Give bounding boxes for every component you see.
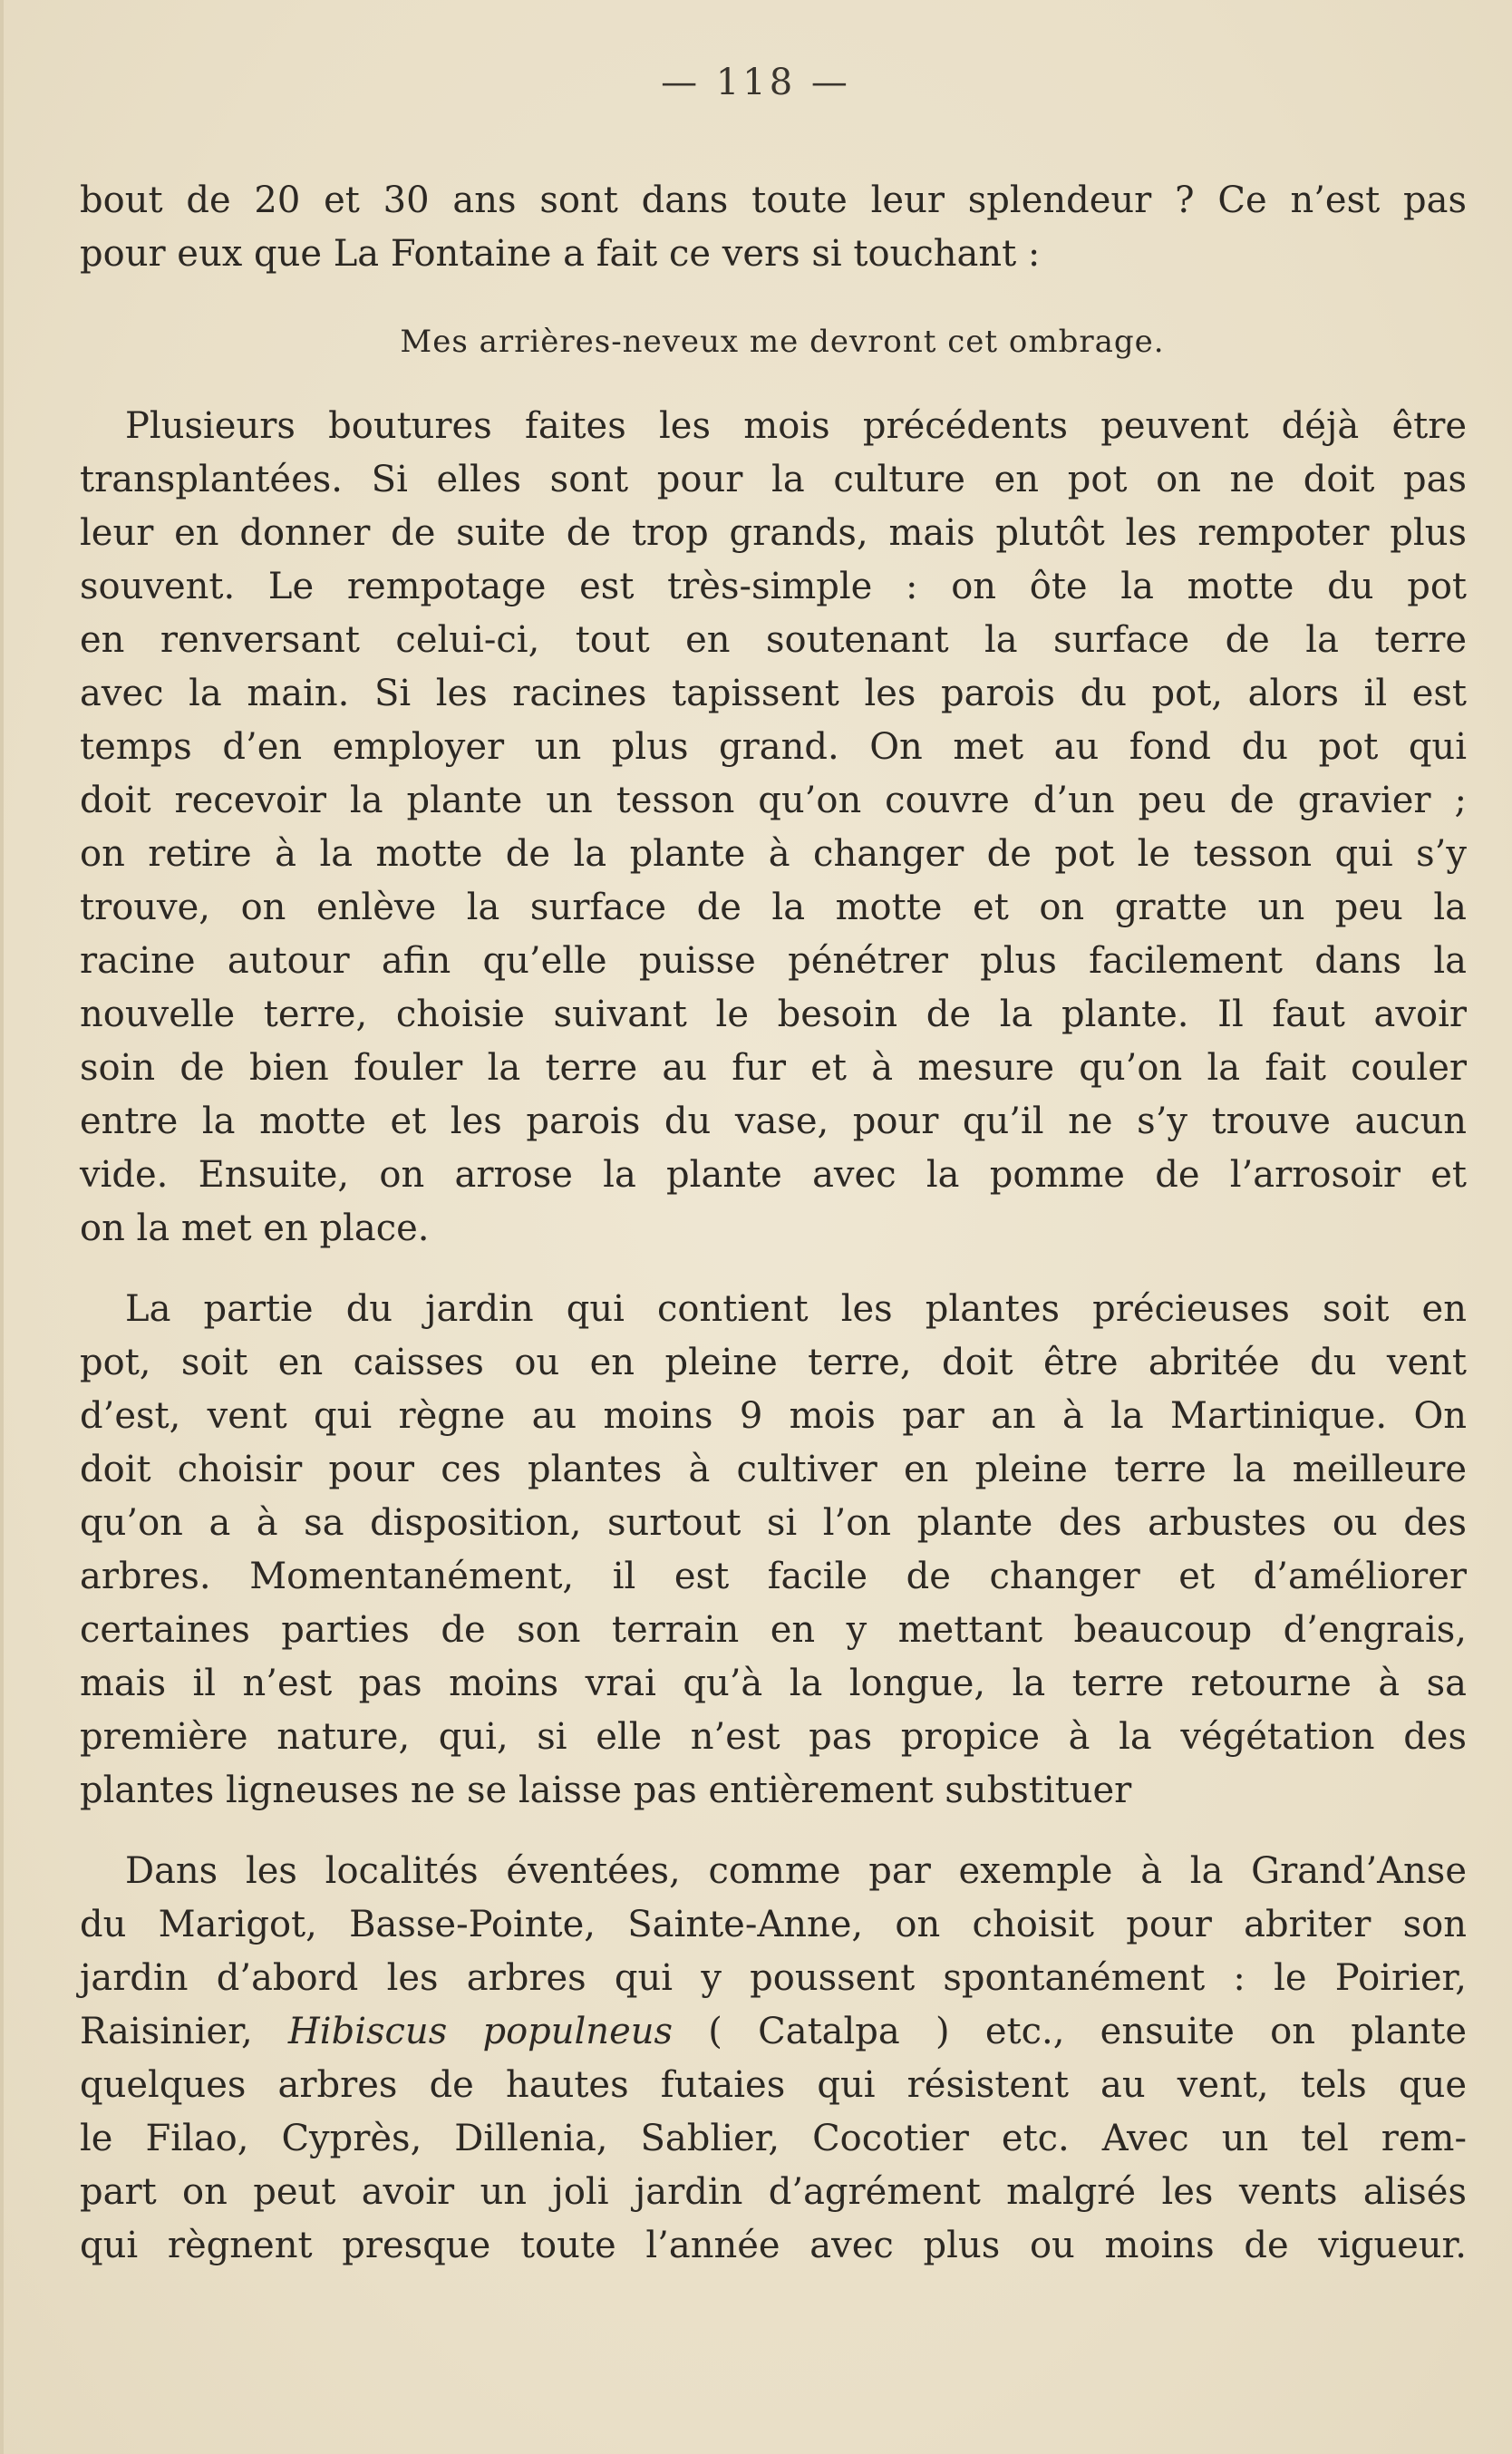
text-line: le Filao, Cyprès, Dillenia, Sablier, Cocotier etc. Avec un tel rem- [80, 2118, 1467, 2159]
page-text [80, 174, 1467, 2273]
text-line: pot, soit en caisses ou en pleine terre, doit être abritée du vent [80, 1342, 1467, 1383]
text-line: vide. Ensuite, on arrose la plante avec la pomme de l’arrosoir et [80, 1154, 1467, 1196]
text-line: soin de bien fouler la terre au fur et à mesure qu’on la fait couler [80, 1047, 1467, 1089]
text-line: en renversant celui-ci, tout en soutenant la surface de la terre [80, 619, 1467, 661]
page-edge [0, 0, 4, 2454]
text-line: on la met en place. [80, 1208, 430, 1249]
paragraph-rempotage [80, 400, 1467, 1256]
text-line: Plusieurs boutures faites les mois précédents peuvent déjà être [125, 405, 1467, 447]
text-line: nouvelle terre, choisie suivant le besoin de la plante. Il faut avoir [80, 994, 1467, 1035]
text-line: Dans les localités éventées, comme par exemple à la Grand’Anse [125, 1850, 1467, 1892]
text-line: arbres. Momentanément, il est facile de changer et d’améliorer [80, 1556, 1467, 1597]
text-line: plantes ligneuses ne se laisse pas entièrement substituer [80, 1770, 1132, 1811]
text-line: qui règnent presque toute l’année avec plus ou moins de vigueur. [80, 2225, 1467, 2266]
text-line: souvent. Le rempotage est très-simple : on ôte la motte du pot [80, 566, 1467, 607]
text-line: quelques arbres de hautes futaies qui résistent au vent, tels que [80, 2064, 1467, 2106]
text-line: transplantées. Si elles sont pour la culture en pot on ne doit pas [80, 459, 1467, 500]
text-line: première nature, qui, si elle n’est pas propice à la végétation des [80, 1716, 1467, 1758]
paragraph-localites [80, 1845, 1467, 2273]
text-fragment: Raisinier, [80, 2011, 288, 2052]
text-line: bout de 20 et 30 ans sont dans toute leur splendeur ? Ce n’est pas [80, 179, 1467, 221]
text-line: part on peut avoir un joli jardin d’agrément malgré les vents alisés [80, 2171, 1467, 2213]
text-line: temps d’en employer un plus grand. On met au fond du pot qui [80, 726, 1467, 768]
paragraph-jardin [80, 1283, 1467, 1818]
species-name: Hibiscus populneus [287, 2011, 674, 2052]
text-line: on retire à la motte de la plante à changer de pot le tesson qui s’y [80, 833, 1467, 875]
text-line: leur en donner de suite de trop grands, mais plutôt les rempoter plus [80, 512, 1467, 554]
text-fragment: ( Catalpa ) etc., ensuite on plante [673, 2011, 1467, 2052]
text-line: doit choisir pour ces plantes à cultiver en pleine terre la meilleure [80, 1449, 1467, 1490]
paragraph-continuation [80, 174, 1467, 281]
text-line: La partie du jardin qui contient les plantes précieuses soit en [125, 1288, 1467, 1330]
paragraph-gap [80, 1256, 1467, 1283]
text-line: d’est, vent qui règne au moins 9 mois par an à la Martinique. On [80, 1395, 1467, 1437]
text-line: racine autour afin qu’elle puisse pénétrer plus facilement dans la [80, 940, 1467, 982]
text-line: trouve, on enlève la surface de la motte et on gratte un peu la [80, 887, 1467, 928]
paragraph-gap [80, 1818, 1467, 1845]
text-line: qu’on a à sa disposition, surtout si l’on plante des arbustes ou des [80, 1502, 1467, 1544]
text-line: doit recevoir la plante un tesson qu’on couvre d’un peu de gravier ; [80, 780, 1467, 821]
verse-quote: Mes arrières-neveux me devront cet ombrage. [400, 324, 1165, 360]
text-line: certaines parties de son terrain en y mettant beaucoup d’engrais, [80, 1609, 1467, 1651]
text-line-with-italic [80, 2005, 1467, 2059]
text-line: jardin d’abord les arbres qui y poussent spontanément : le Poirier, [80, 1957, 1467, 1999]
page-number: — 118 — [661, 62, 851, 103]
text-line: du Marigot, Basse-Pointe, Sainte-Anne, on choisit pour abriter son [80, 1904, 1467, 1945]
text-line: mais il n’est pas moins vrai qu’à la longue, la terre retourne à sa [80, 1663, 1467, 1704]
text-line: avec la main. Si les racines tapissent les parois du pot, alors il est [80, 673, 1467, 714]
text-line: entre la motte et les parois du vase, pour qu’il ne s’y trouve aucun [80, 1101, 1467, 1142]
text-line: pour eux que La Fontaine a fait ce vers si touchant : [80, 233, 1041, 275]
